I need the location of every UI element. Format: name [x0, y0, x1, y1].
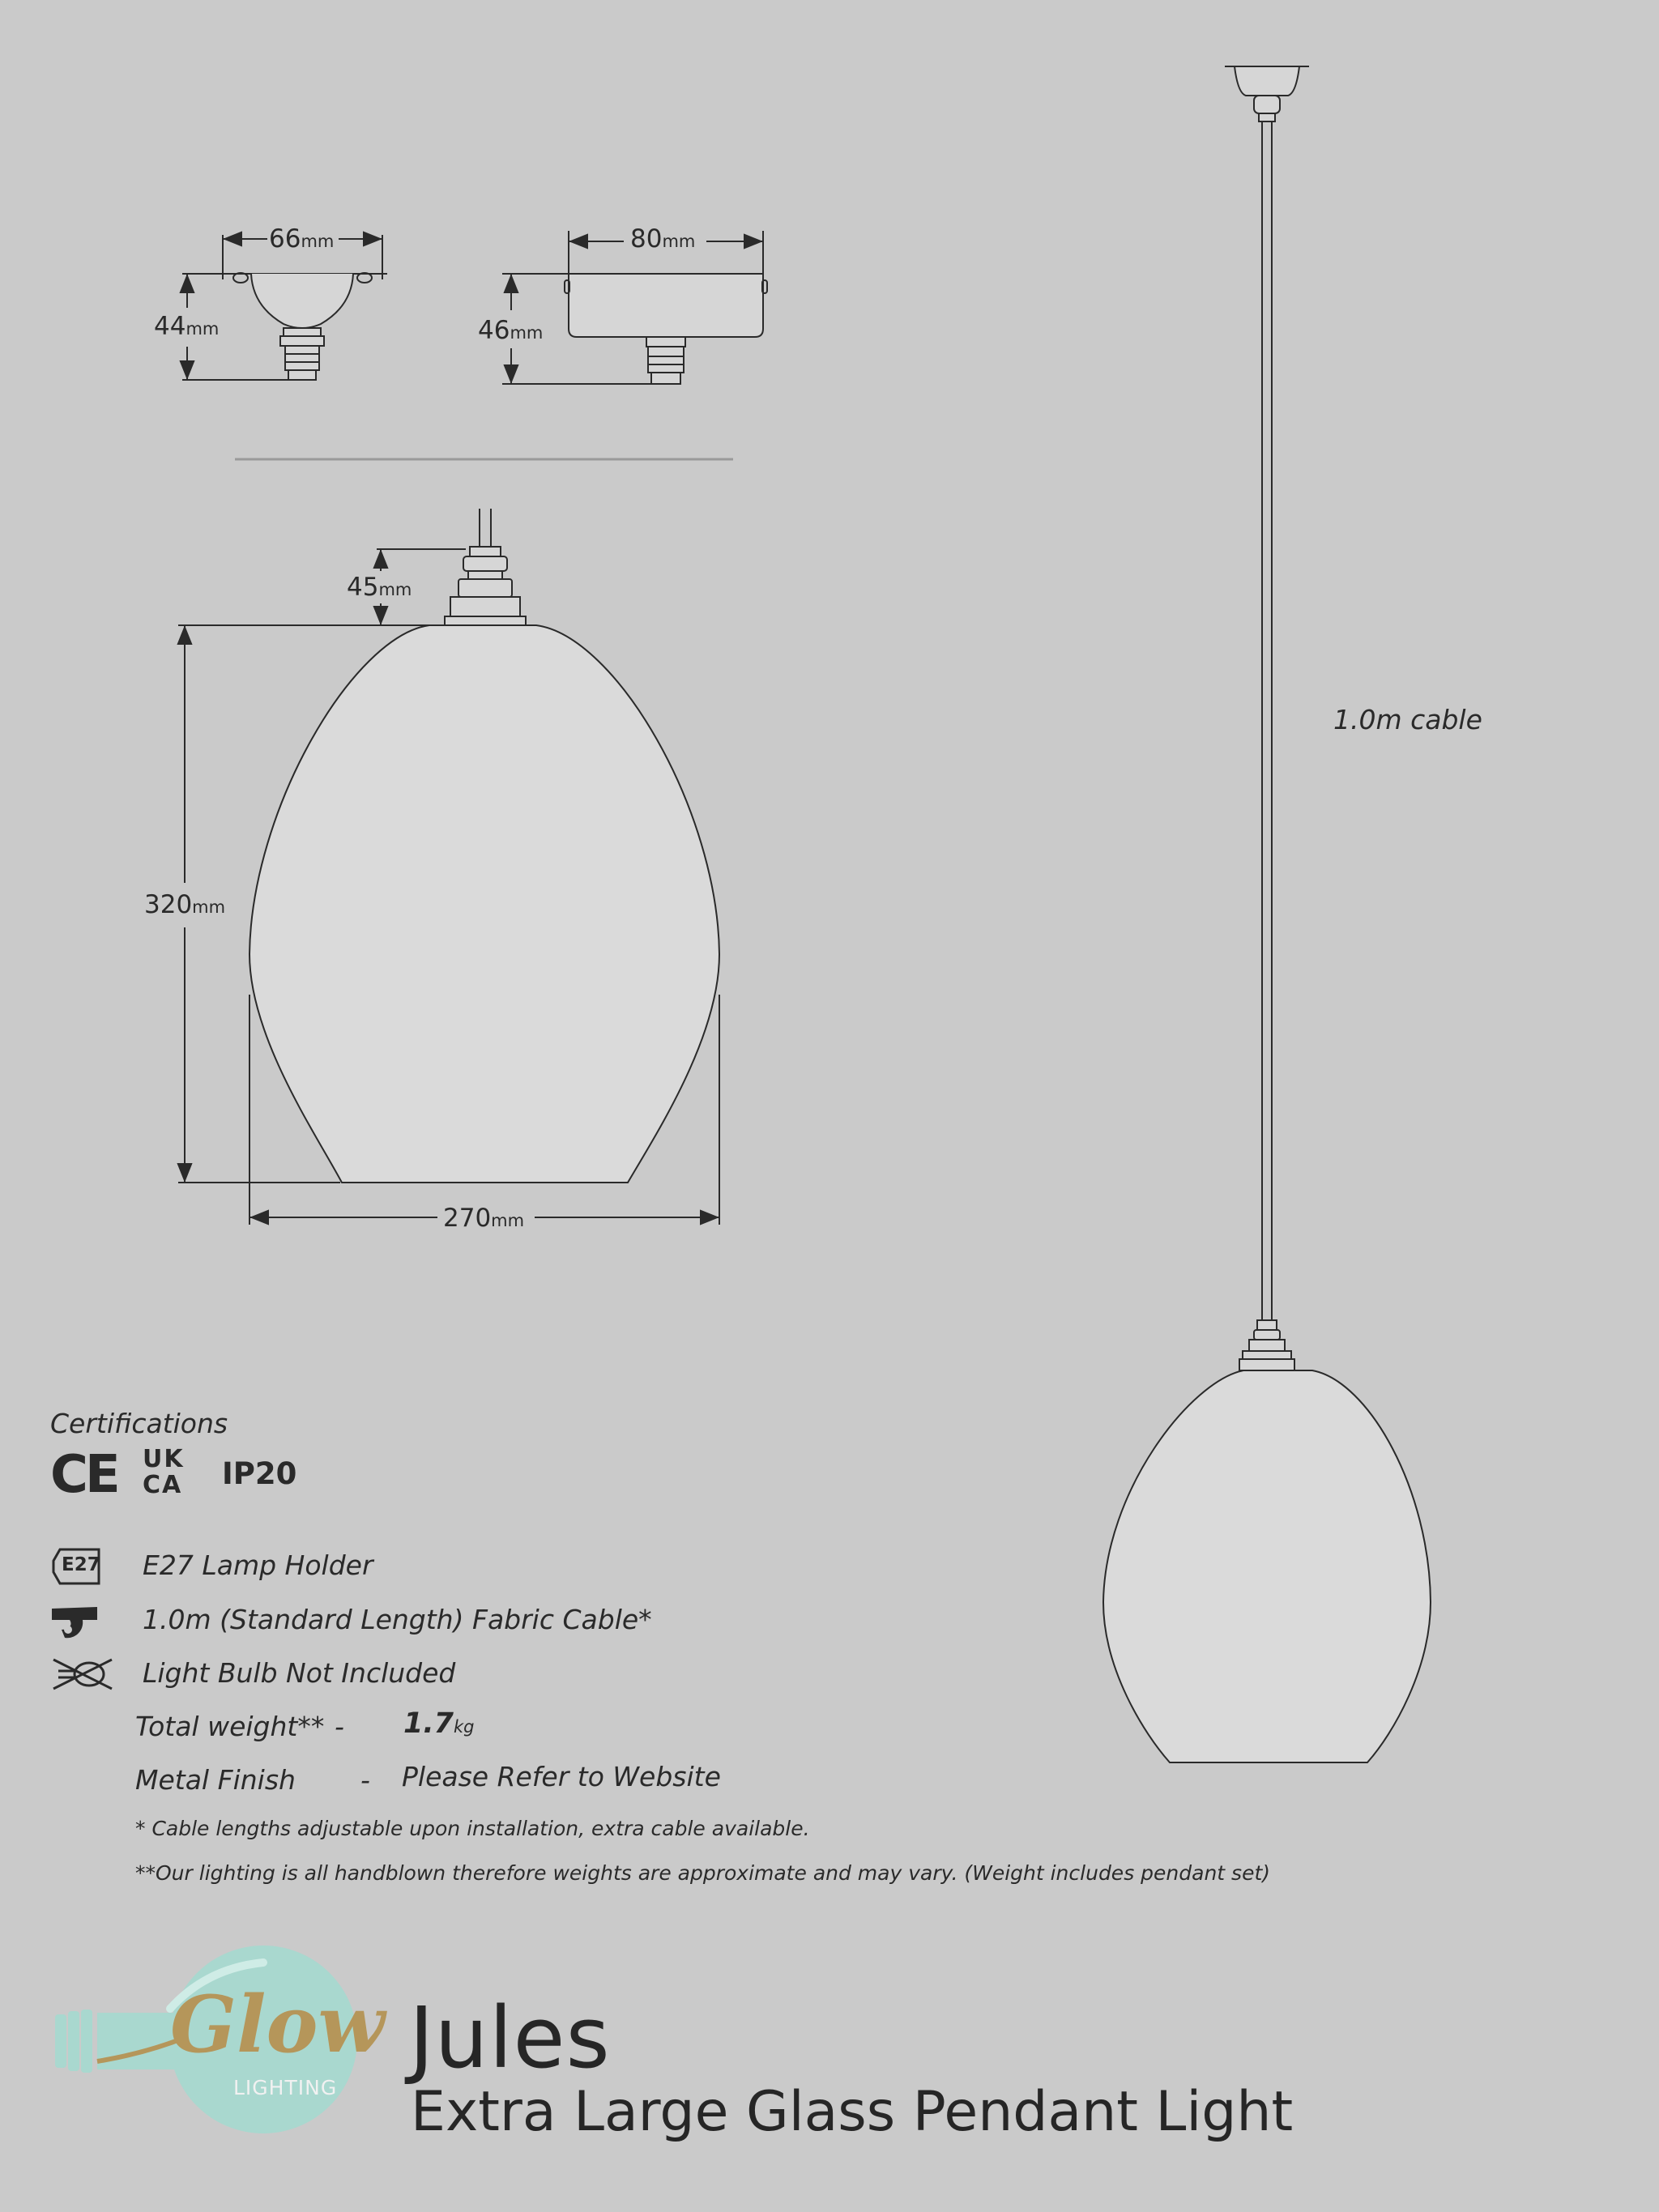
weight-value [403, 1707, 475, 1740]
glow-lighting-logo [49, 1940, 386, 2134]
ceiling-rose-b-drawing [502, 231, 767, 384]
product-description: Extra Large Glass Pendant Light [411, 2080, 1294, 2144]
no-bulb-icon [50, 1656, 115, 1692]
fabric-cable-icon [50, 1604, 99, 1641]
finish-label: Metal Finish [135, 1764, 296, 1796]
weight-footnote: **Our lighting is all handblown therefore weights are approximate and may vary. (Weight includes pendant set) [135, 1861, 1271, 1885]
dimension-unit: mm [510, 323, 544, 343]
dimension-unit: mm [186, 319, 220, 339]
dimension-unit: mm [192, 897, 226, 917]
dimension-value: 45 [347, 573, 379, 602]
shade-height-label [144, 890, 225, 919]
dimension-value: 46 [478, 316, 510, 345]
weight-label: Total weight** [135, 1711, 325, 1742]
e27-lamp-holder-icon [52, 1548, 102, 1585]
cable-spec: 1.0m (Standard Length) Fabric Cable* [143, 1604, 652, 1635]
weight-separator: - [335, 1711, 344, 1742]
ceiling-rose-b-height-label [478, 316, 543, 345]
dimension-unit: mm [491, 1211, 525, 1230]
dimension-value: 80 [630, 224, 663, 254]
cable-length-label: 1.0m cable [1333, 704, 1482, 735]
cable-footnote: * Cable lengths adjustable upon installation, extra cable available. [135, 1817, 810, 1840]
logo-script: Glow [170, 1979, 386, 2070]
lamp-holder-spec: E27 Lamp Holder [143, 1549, 373, 1581]
product-name: Jules [409, 1988, 611, 2087]
weight-number: 1.7 [403, 1707, 454, 1740]
ceiling-rose-a-width-label [269, 224, 334, 254]
certifications-title: Certifications [50, 1408, 228, 1439]
ceiling-rose-a-drawing [182, 235, 387, 380]
dimension-unit: mm [662, 232, 696, 251]
dimension-value: 44 [154, 312, 186, 341]
fitting-height-label [347, 573, 412, 602]
ceiling-rose-b-width-label [630, 224, 695, 254]
shade-width-label [443, 1204, 524, 1233]
ukca-mark-text: UK CA [143, 1445, 185, 1499]
ce-mark: CE [50, 1445, 117, 1505]
ip20-mark: IP20 [222, 1456, 297, 1491]
bulb-spec: Light Bulb Not Included [143, 1657, 456, 1689]
dimension-unit: mm [378, 580, 412, 599]
ukca-mark [143, 1447, 193, 1498]
dimension-value: 320 [144, 890, 193, 919]
dimension-unit: mm [301, 232, 335, 251]
ceiling-rose-a-height-label [154, 312, 219, 341]
full-pendant-drawing [1103, 66, 1431, 1762]
weight-unit: kg [454, 1717, 475, 1737]
finish-separator: - [360, 1764, 370, 1796]
dimension-value: 66 [269, 224, 301, 254]
e27-icon-text: E27 [62, 1554, 100, 1575]
logo-subtitle: LIGHTING [233, 2076, 338, 2099]
shade-dimension-drawing [178, 509, 719, 1225]
dimension-value: 270 [443, 1204, 492, 1233]
finish-value: Please Refer to Website [402, 1761, 721, 1792]
